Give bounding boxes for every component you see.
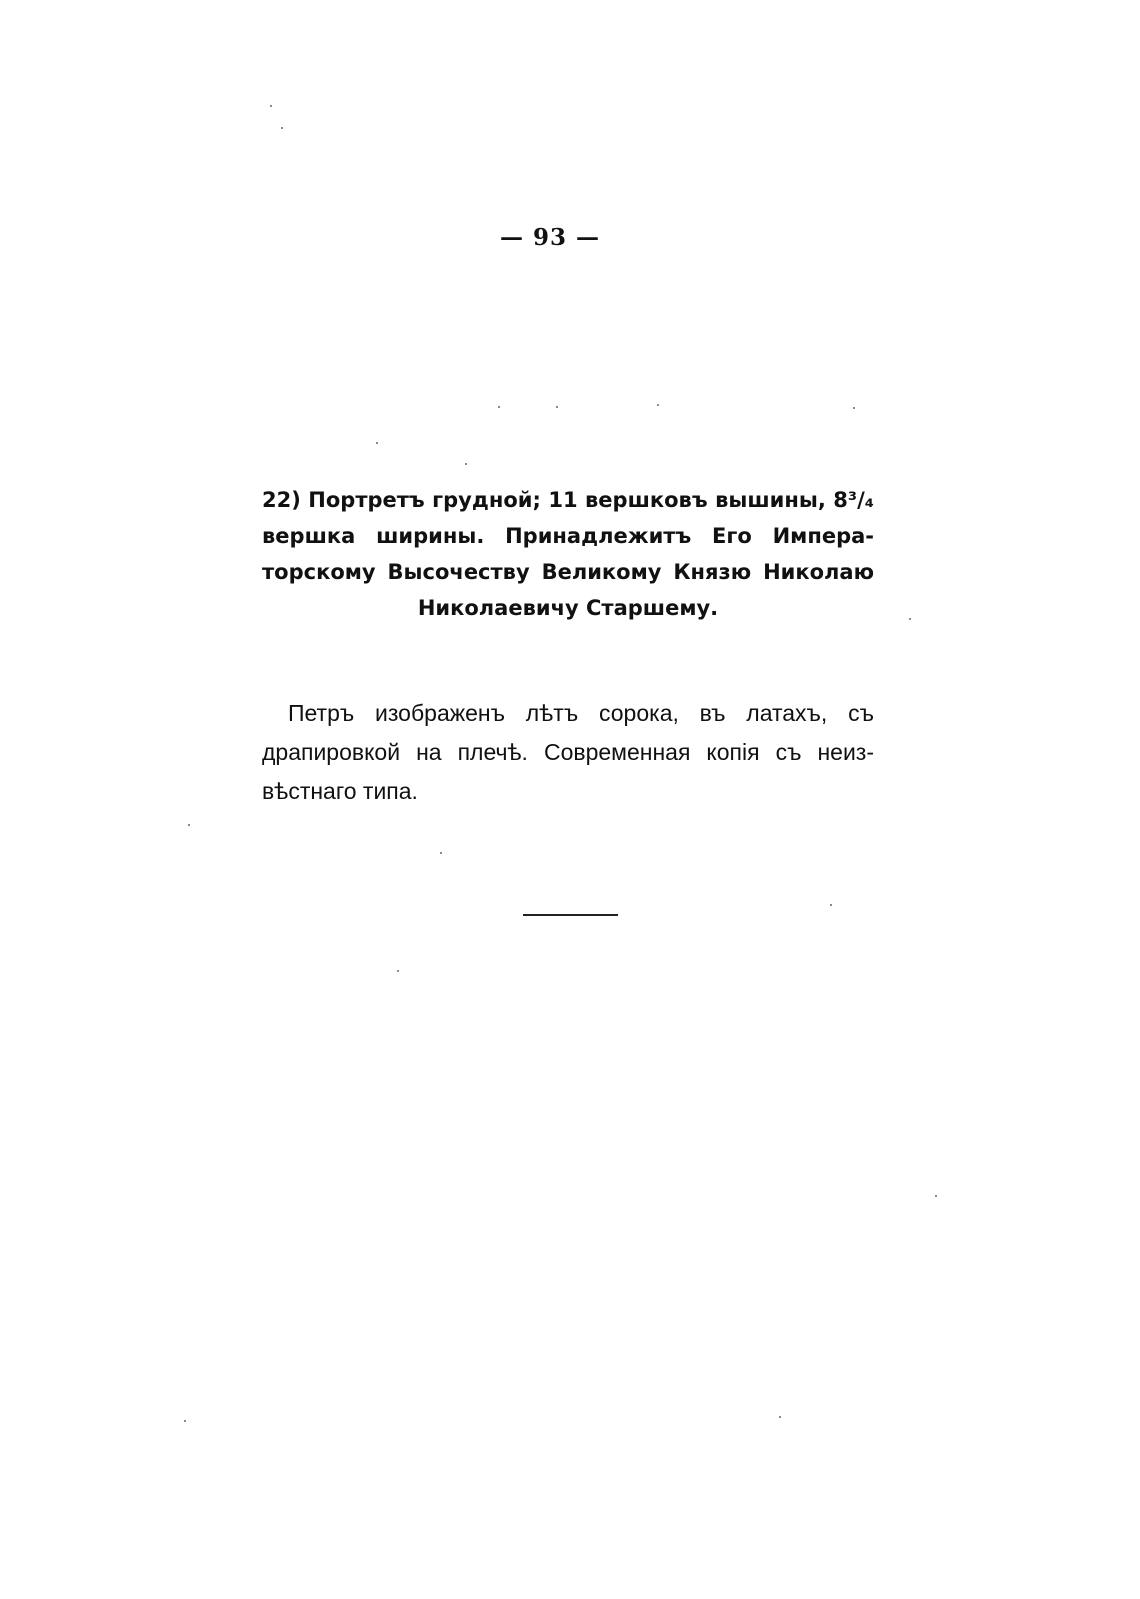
scan-speck	[188, 824, 190, 826]
scan-speck	[909, 618, 911, 620]
scan-speck	[779, 1416, 781, 1418]
section-divider	[523, 914, 618, 916]
scan-speck	[184, 1420, 186, 1422]
scan-speck	[830, 904, 832, 906]
scan-speck	[853, 407, 855, 409]
scan-speck	[935, 1195, 937, 1197]
entry-line: Николаевичу Старшему.	[417, 596, 719, 620]
entry-line: вершка ширины. Принадлежитъ Его Импера-	[262, 524, 874, 548]
description-line: драпировкой на плечѣ. Современная копія съ неиз-	[262, 739, 874, 765]
page-number: — 93 —	[499, 224, 601, 251]
scan-speck	[270, 105, 272, 107]
scan-speck	[376, 442, 378, 444]
entry-line: торскому Высочеству Великому Князю Николаю	[262, 560, 874, 584]
scan-speck	[281, 127, 283, 129]
scan-speck	[657, 404, 659, 406]
description-line: Петръ изображенъ лѣтъ сорока, въ латахъ, съ	[288, 700, 874, 726]
scan-speck	[498, 406, 500, 408]
description-line: вѣстнаго типа.	[262, 778, 418, 804]
entry-description	[262, 694, 874, 811]
scan-speck	[556, 406, 558, 408]
scan-speck	[465, 463, 467, 465]
scan-speck	[440, 852, 442, 854]
catalog-entry-heading	[262, 482, 874, 626]
scan-speck	[397, 970, 399, 972]
entry-line: 22) Портретъ грудной; 11 вершковъ вышины, 8³/₄	[262, 488, 874, 512]
